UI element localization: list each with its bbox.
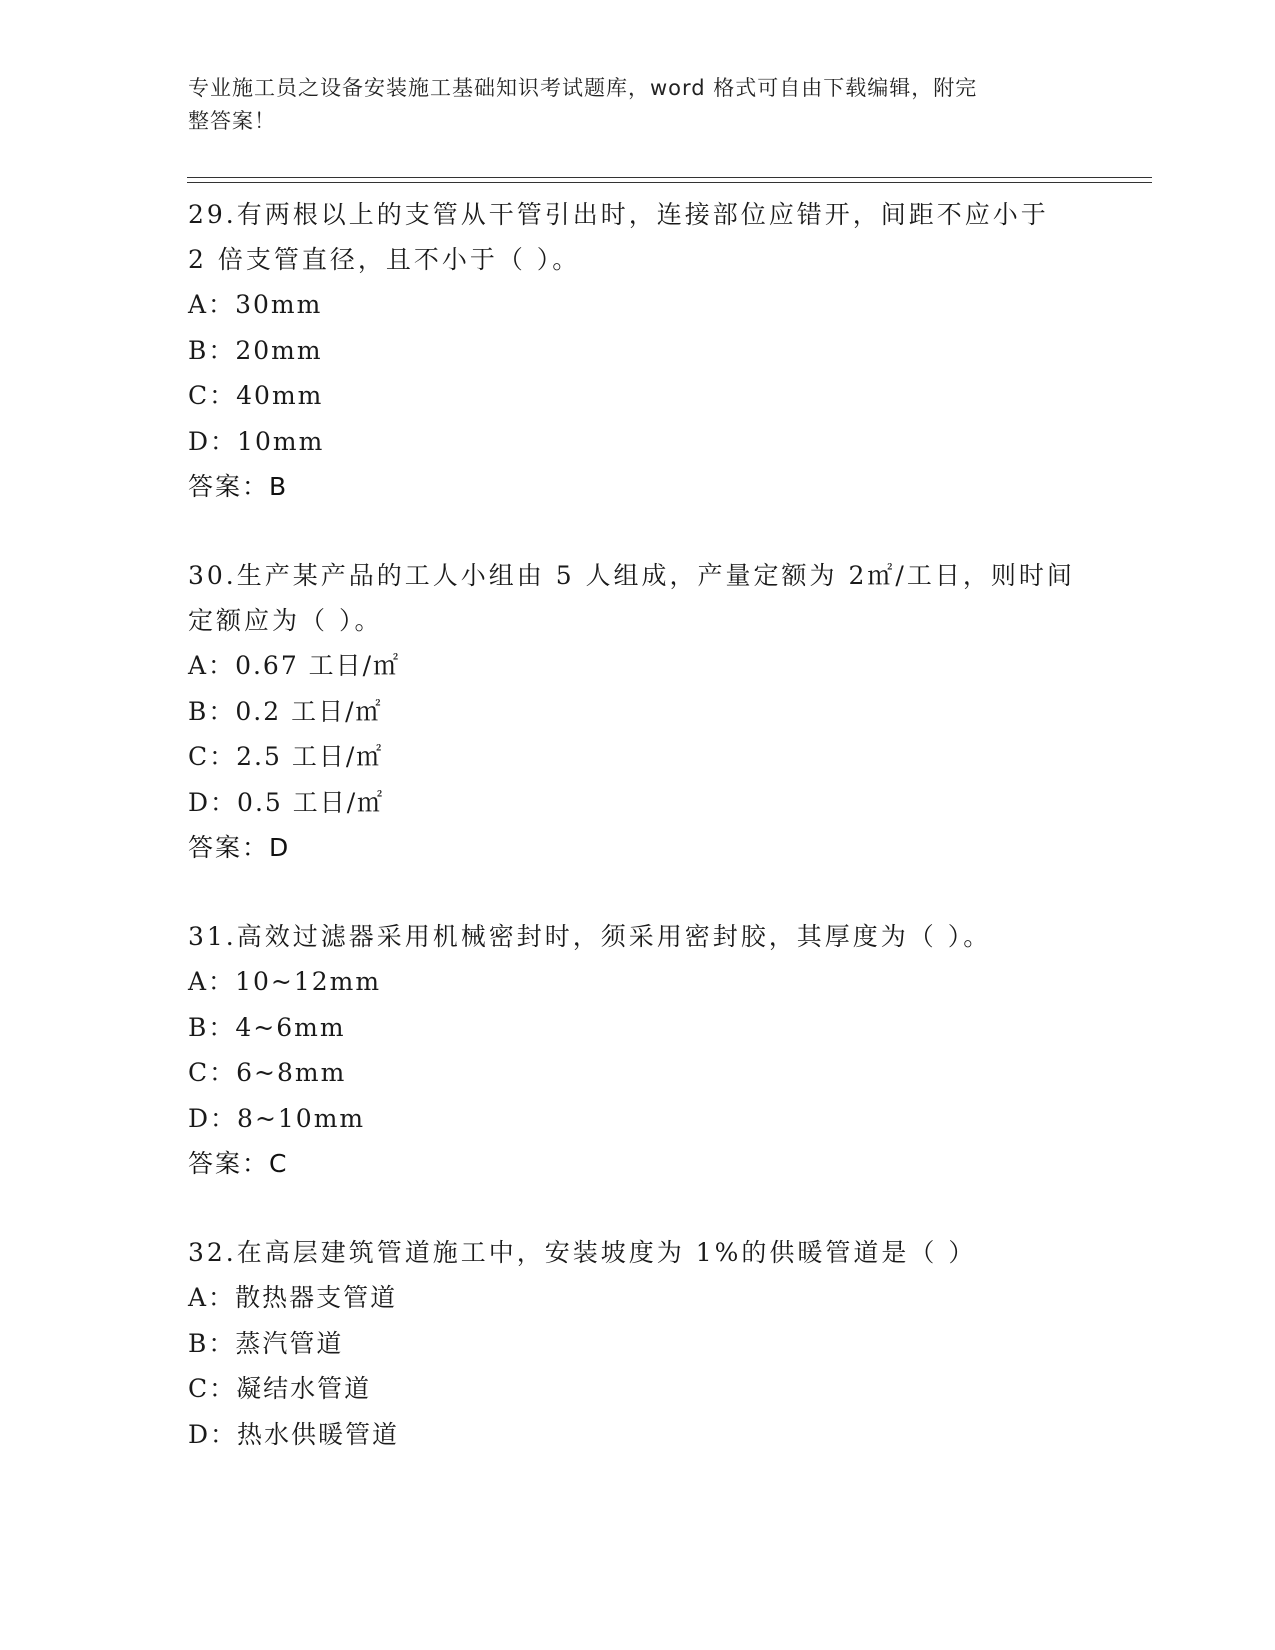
question-stem: [188, 553, 1088, 643]
option-text: 0.5 工日/㎡: [237, 787, 385, 817]
option-text: 40mm: [236, 381, 324, 410]
option-letter: C：: [188, 1374, 237, 1403]
option-b: [188, 1005, 1088, 1051]
question-stem: [188, 192, 1088, 282]
option-text: 0.2 工日/㎡: [235, 696, 383, 726]
option-c: [188, 1050, 1088, 1096]
question-stem-line: 30.生产某产品的工人小组由 5 人组成，产量定额为 2㎡/工日，则时间: [188, 561, 1075, 590]
answer-line: 答案：C: [188, 1149, 289, 1178]
question-stem: [188, 1230, 1088, 1275]
option-letter: D：: [188, 1103, 238, 1133]
option-letter: C：: [188, 1058, 237, 1087]
option-a: [188, 1275, 1088, 1321]
answer-line: 答案：B: [188, 472, 289, 501]
option-letter: C：: [188, 742, 237, 771]
header-line-1: 专业施工员之设备安装施工基础知识考试题库，word 格式可自由下载编辑，附完: [188, 76, 978, 100]
option-text: 散热器支管道: [235, 1283, 398, 1312]
option-text: 6~8mm: [236, 1058, 347, 1087]
option-c: [188, 373, 1088, 419]
option-b: [188, 1321, 1088, 1367]
question-29: [188, 192, 1088, 509]
option-text: 0.67 工日/㎡: [235, 651, 401, 680]
option-letter: A：: [188, 290, 236, 319]
option-c: [188, 734, 1088, 780]
question-stem-line: 2 倍支管直径，且不小于（ ）。: [188, 245, 581, 274]
option-a: [188, 959, 1088, 1005]
option-a: [188, 643, 1088, 689]
option-letter: A：: [188, 651, 236, 680]
option-text: 10mm: [237, 426, 325, 456]
document-header: [188, 72, 1068, 138]
option-text: 4~6mm: [235, 1012, 346, 1042]
question-31: [188, 914, 1088, 1186]
header-line-2: 整答案！: [188, 109, 276, 133]
question-stem-line: 32.在高层建筑管道施工中，安装坡度为 1%的供暖管道是（ ）: [188, 1238, 977, 1267]
option-text: 10~12mm: [235, 967, 382, 996]
question-spacer: [188, 1186, 1088, 1230]
question-spacer: [188, 870, 1088, 914]
option-a: [188, 282, 1088, 328]
option-letter: A：: [188, 967, 236, 996]
header-divider-bottom: [187, 182, 1152, 183]
option-text: 2.5 工日/㎡: [236, 742, 384, 771]
question-32: [188, 1230, 1088, 1457]
header-divider-top: [187, 177, 1152, 178]
option-letter: C：: [188, 381, 237, 410]
answer-line: 答案：D: [188, 833, 291, 862]
option-letter: B：: [188, 1012, 236, 1042]
option-c: [188, 1366, 1088, 1412]
option-letter: A：: [188, 1283, 236, 1312]
option-text: 8~10mm: [237, 1103, 366, 1133]
option-d: [188, 780, 1088, 826]
option-text: 凝结水管道: [236, 1374, 372, 1403]
question-30: [188, 553, 1088, 870]
option-text: 热水供暖管道: [237, 1419, 400, 1449]
option-letter: B：: [188, 696, 236, 726]
option-d: [188, 1096, 1088, 1142]
option-d: [188, 419, 1088, 465]
option-letter: D：: [188, 426, 238, 456]
option-letter: B：: [188, 1328, 236, 1358]
option-text: 20mm: [235, 335, 323, 365]
option-b: [188, 689, 1088, 735]
question-spacer: [188, 509, 1088, 553]
option-text: 蒸汽管道: [235, 1328, 344, 1358]
option-b: [188, 328, 1088, 374]
option-letter: D：: [188, 1419, 238, 1449]
question-stem-line: 定额应为（ ）。: [188, 606, 383, 635]
option-d: [188, 1412, 1088, 1458]
question-stem-line: 31.高效过滤器采用机械密封时，须采用密封胶，其厚度为（ ）。: [188, 922, 992, 951]
option-text: 30mm: [235, 290, 323, 319]
question-stem-line: 29.有两根以上的支管从干管引出时，连接部位应错开，间距不应小于: [188, 200, 1049, 229]
question-stem: [188, 914, 1088, 959]
option-letter: B：: [188, 335, 236, 365]
question-list: [188, 192, 1088, 1457]
option-letter: D：: [188, 787, 238, 817]
